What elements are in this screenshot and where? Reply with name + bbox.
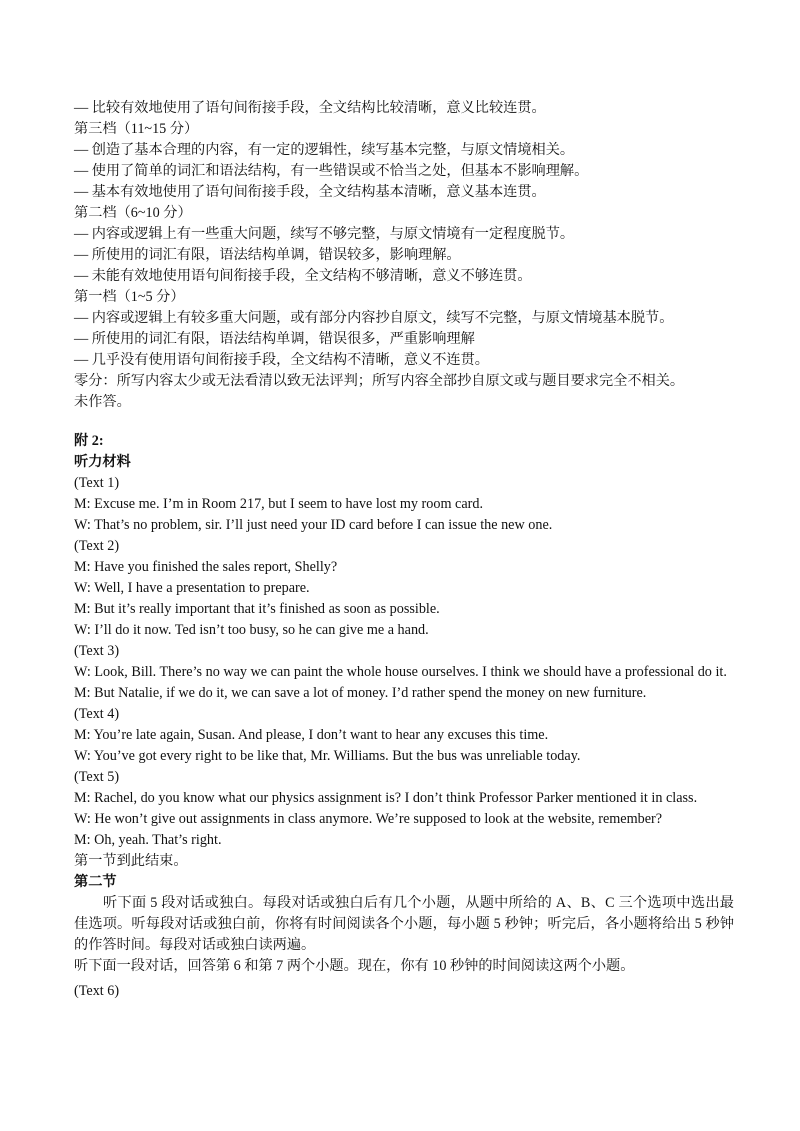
level2-item: — 内容或逻辑上有一些重大问题，续写不够完整，与原文情境有一定程度脱节。	[74, 226, 575, 242]
appendix-label: 附 2:	[74, 433, 104, 449]
level2-item: — 未能有效地使用语句间衔接手段，全文结构不够清晰，意义不够连贯。	[74, 268, 532, 284]
section2-title: 第二节	[74, 874, 117, 890]
level3-item: — 基本有效地使用了语句间衔接手段，全文结构基本清晰，意义基本连贯。	[74, 184, 546, 200]
level3-title: 第三档（11~15 分）	[74, 121, 199, 137]
level2-item: — 所使用的词汇有限，语法结构单调，错误较多，影响理解。	[74, 247, 461, 263]
level3-item: — 使用了简单的词汇和语法结构，有一些错误或不恰当之处，但基本不影响理解。	[74, 163, 589, 179]
text-title: (Text 2)	[74, 538, 120, 554]
text-title: (Text 6)	[74, 983, 120, 999]
zero-score-line: 零分：所写内容太少或无法看清以致无法评判；所写内容全部抄自原文或与题目要求完全不相关。	[74, 373, 685, 389]
dialogue-line: W: I’ll do it now. Ted isn’t too busy, so he can give me a hand.	[74, 622, 429, 638]
text-title: (Text 4)	[74, 706, 120, 722]
document-page	[74, 98, 734, 1002]
appendix-heading: 听力材料	[74, 454, 131, 470]
level1-item: — 内容或逻辑上有较多重大问题，或有部分内容抄自原文，续写不完整，与原文情境基本脱节。	[74, 310, 674, 326]
section1-end: 第一节到此结束。	[74, 853, 188, 869]
text-title: (Text 1)	[74, 475, 120, 491]
dialogue-line: W: Look, Bill. There’s no way we can paint the whole house ourselves. I think we should have a professional do it.	[74, 664, 727, 680]
dialogue-line: M: Rachel, do you know what our physics assignment is? I don’t think Professor Parker mentioned it in class.	[74, 790, 698, 806]
dialogue-line: M: Excuse me. I’m in Room 217, but I seem to have lost my room card.	[74, 496, 483, 512]
dialogue-line: M: You’re late again, Susan. And please, I don’t want to hear any excuses this time.	[74, 727, 549, 743]
dialogue-line: W: You’ve got every right to be like that, Mr. Williams. But the bus was unreliable today.	[74, 748, 581, 764]
dialogue-line: W: He won’t give out assignments in class anymore. We’re supposed to look at the website, remember?	[74, 811, 663, 827]
text-title: (Text 3)	[74, 643, 120, 659]
not-answered-line: 未作答。	[74, 394, 131, 410]
text-title: (Text 5)	[74, 769, 120, 785]
dialogue-line: W: That’s no problem, sir. I’ll just need your ID card before I can issue the new one.	[74, 517, 553, 533]
dialogue-line: M: But Natalie, if we do it, we can save a lot of money. I’d rather spend the money on new furniture.	[74, 685, 647, 701]
level1-item: — 所使用的词汇有限，语法结构单调，错误很多，严重影响理解	[74, 331, 475, 347]
section2-next-prompt: 听下面一段对话，回答第 6 和第 7 两个小题。现在，你有 10 秒钟的时间阅读这两个小题。	[74, 958, 635, 974]
level1-item: — 几乎没有使用语句间衔接手段，全文结构不清晰，意义不连贯。	[74, 352, 489, 368]
section2-instructions: 听下面 5 段对话或独白。每段对话或独白后有几个小题，从题中所给的 A、B、C 三个选项中选出最佳选项。听每段对话或独白前，你将有时间阅读各个小题，每小题 5 秒钟；听完后，各小题将给出 5 秒钟的作答时间。每段对话或独白读两遍。	[74, 895, 734, 953]
dialogue-line: M: Have you finished the sales report, Shelly?	[74, 559, 338, 575]
level2-title: 第二档（6~10 分）	[74, 205, 192, 221]
dialogue-line: M: But it’s really important that it’s finished as soon as possible.	[74, 601, 440, 617]
dialogue-line: W: Well, I have a presentation to prepare.	[74, 580, 310, 596]
level1-title: 第一档（1~5 分）	[74, 289, 185, 305]
dialogue-line: M: Oh, yeah. That’s right.	[74, 832, 222, 848]
scoring-continued-line: — 比较有效地使用了语句间衔接手段，全文结构比较清晰，意义比较连贯。	[74, 100, 546, 116]
level3-item: — 创造了基本合理的内容，有一定的逻辑性，续写基本完整，与原文情境相关。	[74, 142, 575, 158]
